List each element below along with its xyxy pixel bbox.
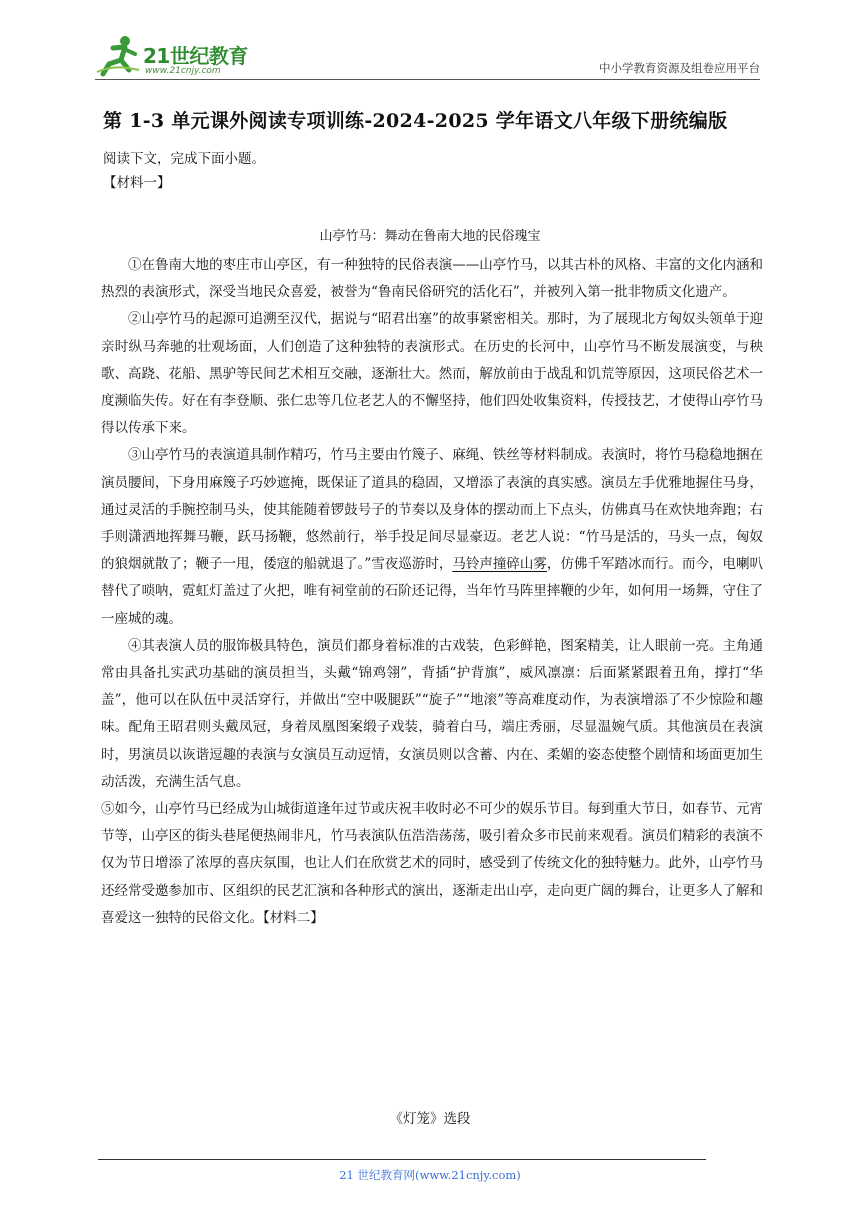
document-title: 第 1-3 单元课外阅读专项训练-2024-2025 学年语文八年级下册统编版 xyxy=(103,110,728,132)
material-two-label: 【材料二】 xyxy=(263,909,324,926)
material-two-title: 《灯笼》选段 xyxy=(389,1111,471,1127)
footer-link[interactable]: 21 世纪教育网(www.21cnjy.com) xyxy=(339,1168,521,1182)
paragraph-1: ①在鲁南大地的枣庄市山亭区，有一种独特的民俗表演——山亭竹马，以其古朴的风格、丰富的文化内涵和热烈的表演形式，深受当地民众喜爱，被誉为“鲁南民俗研究的活化石”，并被列入第一批非物质文化遗产。 xyxy=(101,257,763,301)
paragraph-3-part-b: ，仿佛千军踏冰而行。而今，电喇叭替代了唢呐，霓虹灯盖过了火把，唯有祠堂前的石阶还记得，当年竹马阵里摔鞭的少年，如何用一场舞，守住了一座城的魂。 xyxy=(101,556,764,627)
article-body xyxy=(101,252,763,932)
material-one-label: 【材料一】 xyxy=(103,175,171,191)
paragraph-2: ②山亭竹马的起源可追溯至汉代，据说与“昭君出塞”的故事紧密相关。那时，为了展现北方匈奴头领单于迎亲时纵马奔驰的壮观场面，人们创造了这种独特的表演形式。在历史的长河中，山亭竹马不断发展演变，与秧歌、高跷、花船、黑驴等民间艺术相互交融，逐渐壮大。然而，解放前由于战乱和饥荒等原因，这项民俗艺术一度濒临失传。好在有李登顺、张仁忠等几位老艺人的不懈坚持，他们四处收集资料，传授技艺，才使得山亭竹马得以传承下来。 xyxy=(101,311,763,437)
paragraph-5 xyxy=(101,796,763,932)
logo-url: www.21cnjy.com xyxy=(145,66,221,76)
paragraph-3-part-a: ③山亭竹马的表演道具制作精巧，竹马主要由竹篾子、麻绳、铁丝等材料制成。表演时，将竹马稳稳地捆在演员腰间，下身用麻篾子巧妙遮掩，既保证了道具的稳固，又增添了表演的真实感。演员左手优雅地握住马身，通过灵活的手腕控制马头，使其能随着锣鼓号子的节奏以及身体的摆动而上下点头，仿佛真马在欢快地奔跑；右手则潇洒地挥舞马鞭，跃马扬鞭，悠然前行，举手投足间尽显豪迈。老艺人说：“竹马是活的，马头一点，匈奴的狼烟就散了；鞭子一甩，倭寇的船就退了。”雪夜巡游时， xyxy=(101,447,763,573)
header-divider xyxy=(95,79,760,80)
article-title: 山亭竹马：舞动在鲁南大地的民俗瑰宝 xyxy=(319,229,541,244)
instruction-text: 阅读下文，完成下面小题。 xyxy=(103,151,265,167)
site-logo[interactable] xyxy=(95,34,265,80)
runner-icon xyxy=(95,34,141,78)
logo-text: 21世纪教育 xyxy=(143,44,248,68)
platform-name: 中小学教育资源及组卷应用平台 xyxy=(599,61,760,75)
paragraph-4: ④其表演人员的服饰极具特色，演员们都身着标准的古戏装，色彩鲜艳，图案精美，让人眼前一亮。主角通常由具备扎实武功基础的演员担当，头戴“锦鸡翎”，背插“护背旗”，威风凛凛：后面紧紧跟着丑角，撑打“华盖”，他可以在队伍中灵活穿行，并做出“空中吸腿跃”“旋子”“地滚”等高难度动作，为表演增添了不少惊险和趣味。配角王昭君则头戴凤冠，身着凤凰图案缎子戏装，骑着白马，端庄秀丽，尽显温婉气质。其他演员在表演时，男演员以诙谐逗趣的表演与女演员互动逗情，女演员则以含蓄、内在、柔媚的姿态使整个剧情和场面更加生动活泼，充满生活气息。 xyxy=(101,637,763,790)
paragraph-5-text: ⑤如今，山亭竹马已经成为山城街道逢年过节或庆祝丰收时必不可少的娱乐节目。每到重大节日，如春节、元宵节等，山亭区的街头巷尾便热闹非凡，竹马表演队伍浩浩荡荡，吸引着众多市民前来观看。演员们精彩的表演不仅为节日增添了浓厚的喜庆氛围，也让人们在欣赏艺术的同时，感受到了传统文化的独特魅力。此外，山亭竹马还经常受邀参加市、区组织的民艺汇演和各种形式的演出，逐渐走出山亭，走向更广阔的舞台，让更多人了解和喜爱这一独特的民俗文化。 xyxy=(101,801,763,926)
underlined-phrase: 马铃声撞碎山雾 xyxy=(452,556,547,573)
page-header xyxy=(95,34,760,84)
paragraph-3 xyxy=(101,442,763,632)
footer-divider xyxy=(98,1159,706,1160)
